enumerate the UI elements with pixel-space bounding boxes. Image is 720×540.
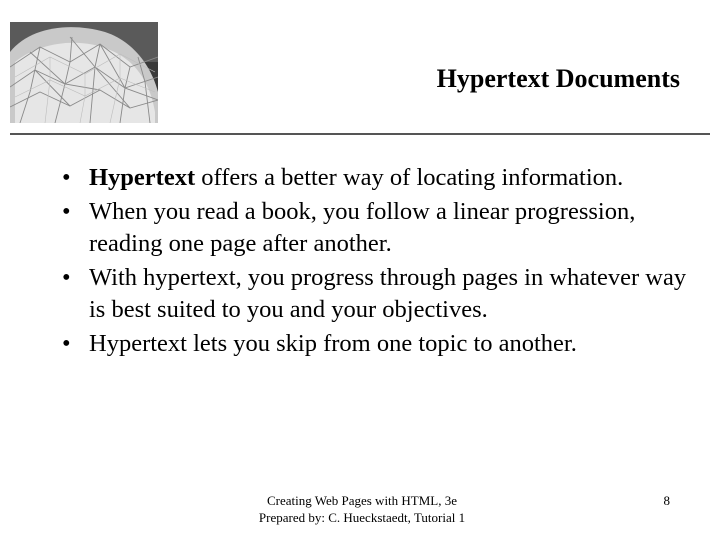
bullet-icon: • bbox=[62, 264, 71, 291]
page-title: Hypertext Documents bbox=[436, 64, 680, 93]
bullet-text: offers a better way of locating information. bbox=[195, 164, 624, 191]
bullet-text: Hypertext lets you skip from one topic to another. bbox=[89, 330, 577, 357]
bullet-list bbox=[62, 162, 702, 362]
list-item bbox=[62, 328, 702, 360]
bullet-icon: • bbox=[62, 330, 71, 357]
list-item bbox=[62, 162, 702, 194]
footer-author: Prepared by: C. Hueckstaedt, Tutorial 1 bbox=[258, 510, 466, 525]
bullet-icon: • bbox=[62, 198, 71, 225]
bullet-icon: • bbox=[62, 164, 71, 191]
bullet-text: When you read a book, you follow a linear progression, reading one page after another. bbox=[89, 198, 636, 257]
list-item bbox=[62, 262, 702, 326]
bullet-text: With hypertext, you progress through pages in whatever way is best suited to you and your objectives. bbox=[89, 264, 687, 323]
title-divider bbox=[10, 133, 710, 135]
footer bbox=[232, 492, 492, 526]
footer-course-title: Creating Web Pages with HTML, 3e bbox=[266, 493, 458, 508]
wire-mesh-logo-image bbox=[10, 22, 158, 123]
list-item bbox=[62, 196, 702, 260]
page-number: 8 bbox=[663, 493, 670, 508]
bullet-term: Hypertext bbox=[89, 164, 196, 191]
